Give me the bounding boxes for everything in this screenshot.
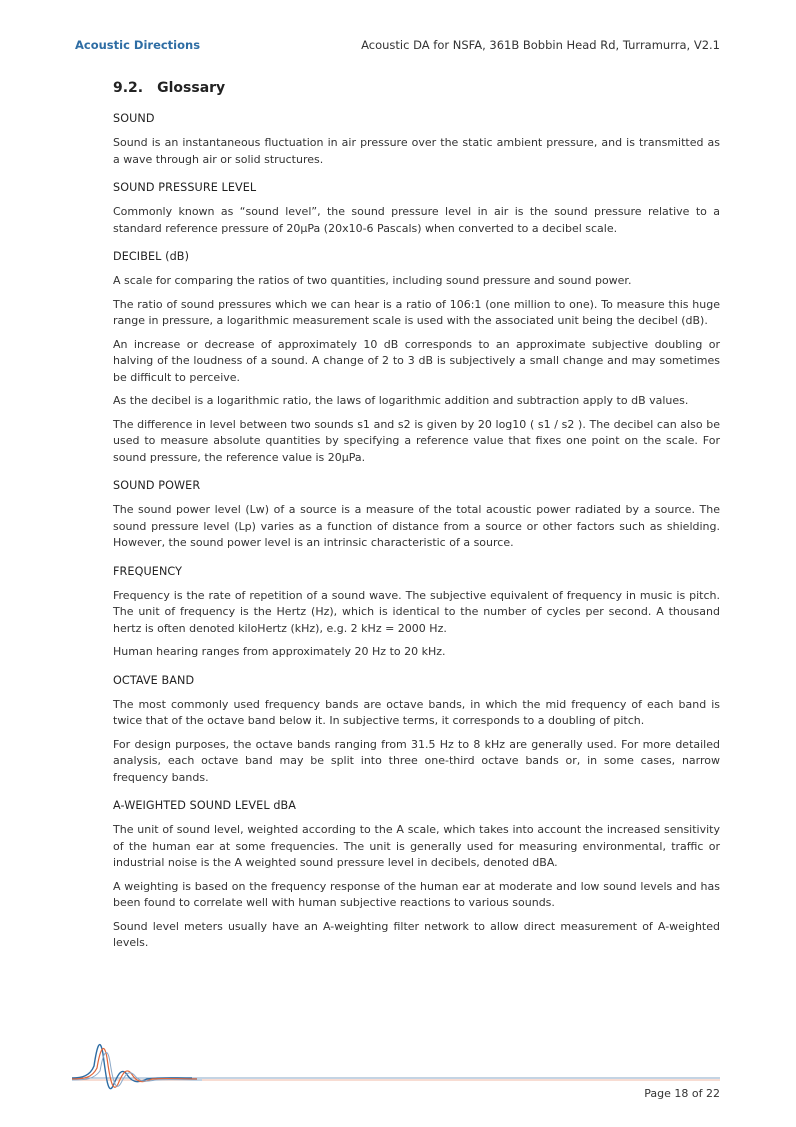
- glossary-paragraph: Sound level meters usually have an A-weighting filter network to allow direct measurement of A-weighted levels.: [113, 919, 720, 949]
- section-number: 9.2.: [113, 80, 144, 96]
- glossary-entry: [113, 479, 720, 552]
- glossary-paragraph: The most commonly used frequency bands are octave bands, in which the mid frequency of each band is twice that of the octave band below it. In subjective terms, it corresponds to a doubling of pitch.: [113, 697, 720, 727]
- glossary-term: SOUND PRESSURE LEVEL: [113, 181, 257, 194]
- section-heading: [113, 80, 720, 96]
- glossary-term: SOUND: [113, 112, 155, 125]
- glossary-entry: [113, 674, 720, 787]
- glossary-paragraph: Commonly known as “sound level”, the sound pressure level in air is the sound pressure relative to a standard reference pressure of 20µPa (20x10-6 Pascals) when converted to a decibel scale.: [113, 205, 720, 235]
- glossary-paragraph: An increase or decrease of approximately 10 dB corresponds to an approximate subjective doubling or halving of the loudness of a sound. A change of 2 to 3 dB is subjectively a small change and may sometimes be difficult to perceive.: [113, 337, 720, 384]
- page-number: Page 18 of 22: [644, 1087, 720, 1100]
- glossary-paragraph: The ratio of sound pressures which we can hear is a ratio of 106:1 (one million to one). To measure this huge range in pressure, a logarithmic measurement scale is used with the associated unit being the decibel (dB).: [113, 297, 720, 327]
- section-title: Glossary: [157, 80, 226, 96]
- wave-blue: [72, 1045, 192, 1089]
- glossary-term: A-WEIGHTED SOUND LEVEL dBA: [113, 799, 297, 812]
- glossary-paragraph: A scale for comparing the ratios of two quantities, including sound pressure and sound power.: [113, 274, 632, 287]
- glossary-paragraph: The sound power level (Lw) of a source is a measure of the total acoustic power radiated by a source. The sound pressure level (Lp) varies as a function of distance from a source or other factors such as shielding. However, the sound power level is an intrinsic characteristic of a source.: [113, 503, 720, 549]
- glossary-term: OCTAVE BAND: [113, 673, 195, 687]
- glossary-paragraph: Sound is an instantaneous fluctuation in air pressure over the static ambient pressure, and is transmitted as a wave through air or solid structures.: [113, 136, 720, 166]
- glossary-entry: [113, 112, 720, 168]
- page-content: [113, 80, 720, 965]
- glossary-entry: [113, 181, 720, 237]
- glossary-term: SOUND POWER: [113, 479, 201, 492]
- glossary-paragraph: The difference in level between two sounds s1 and s2 is given by 20 log10 ( s1 / s2 ). The decibel can also be used to measure absolute quantities by specifying a reference value that fixes one point on the scale. For sound pressure, the reference value is 20µPa.: [113, 417, 720, 464]
- glossary-paragraph: As the decibel is a logarithmic ratio, the laws of logarithmic addition and subtraction apply to dB values.: [113, 394, 689, 407]
- glossary-term: FREQUENCY: [113, 564, 183, 578]
- glossary-paragraph: The unit of sound level, weighted according to the A scale, which takes into account the increased sensitivity of the human ear at some frequencies. The unit is generally used for measuring environmental, traffic or industrial noise is the A weighted sound pressure level in decibels, denoted dBA.: [113, 823, 720, 869]
- glossary-paragraph: Human hearing ranges from approximately 20 Hz to 20 kHz.: [113, 645, 446, 658]
- glossary-paragraph: A weighting is based on the frequency response of the human ear at moderate and low sound levels and has been found to correlate well with human subjective reactions to various sounds.: [113, 879, 720, 909]
- glossary-term: DECIBEL (dB): [113, 250, 190, 263]
- glossary-entry: [113, 250, 720, 466]
- company-name: Acoustic Directions: [75, 38, 201, 52]
- glossary-paragraph: Frequency is the rate of repetition of a sound wave. The subjective equivalent of frequency in music is pitch. The unit of frequency is the Hertz (Hz), which is identical to the number of cycles per second. A thousand hertz is often denoted kiloHertz (kHz), e.g. 2 kHz = 2000 Hz.: [113, 588, 720, 635]
- glossary-list: [113, 112, 720, 952]
- glossary-paragraph: For design purposes, the octave bands ranging from 31.5 Hz to 8 kHz are generally used. For more detailed analysis, each octave band may be split into three one-third octave bands or, in some cases, narrow frequency bands.: [113, 737, 720, 784]
- footer-wave-logo: [72, 1036, 720, 1096]
- glossary-entry: [113, 565, 720, 661]
- document-title: Acoustic DA for NSFA, 361B Bobbin Head Rd, Turramurra, V2.1: [361, 38, 720, 52]
- glossary-entry: [113, 799, 720, 952]
